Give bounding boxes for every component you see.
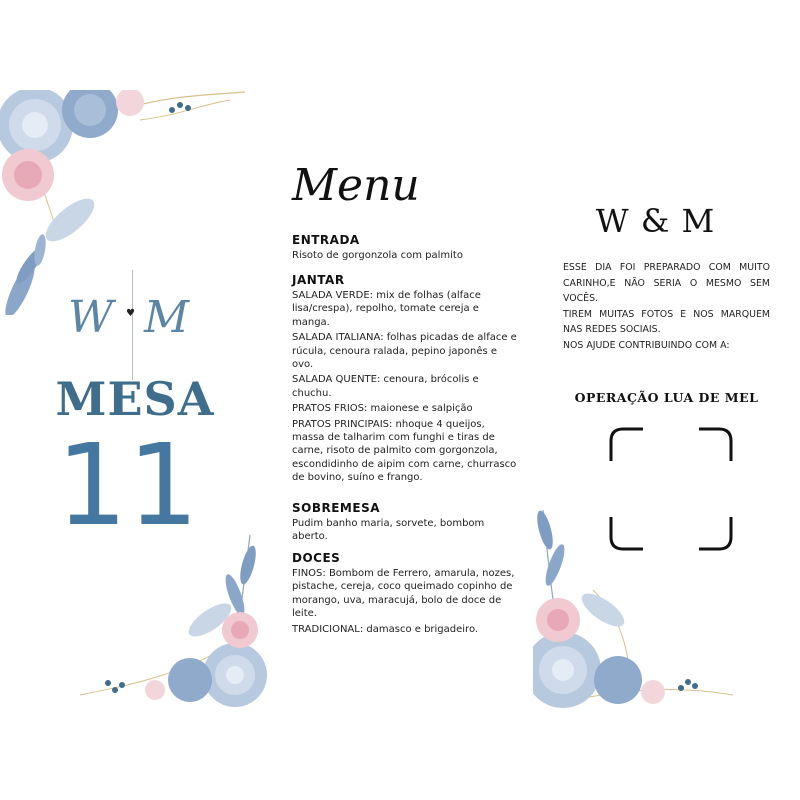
message-line: TIREM MUITAS FOTOS E NOS MARQUEM NAS REDES SOCIAIS. — [563, 308, 770, 336]
menu-section-doces — [292, 551, 517, 636]
menu-section-sobremesa — [292, 501, 517, 544]
monogram-m: M — [144, 292, 190, 343]
section-heading: SOBREMESA — [292, 501, 380, 515]
message-line: ESSE DIA FOI PREPARADO COM MUITO CARINHO,E NÃO SERIA O MESMO SEM VOCÊS. — [563, 262, 770, 305]
section-heading: ENTRADA — [292, 233, 360, 247]
menu-item: SALADA QUENTE: cenoura, brócolis e chuchu. — [292, 374, 479, 399]
menu-section-entrada — [292, 233, 517, 262]
menu-item: PRATOS PRINCIPAIS: nhoque 4 queijos, massa de talharim com funghi e tiras de carne, risoto de palmito com gorgonzola, escondidinho de aipim com carne, churrasco de bovino, suíno e frango. — [292, 418, 517, 484]
menu-section-jantar — [292, 273, 517, 485]
menu-title: Menu — [292, 160, 420, 211]
honeymoon-fund-label: OPERAÇÃO LUA DE MEL — [574, 390, 759, 405]
heart-icon: ♥ — [126, 308, 135, 319]
section-heading: JANTAR — [292, 273, 345, 287]
menu-item: SALADA ITALIANA: folhas picadas de alface e rúcula, cenoura ralada, pepino japonês e ovo. — [292, 332, 517, 371]
table-card-panel — [0, 90, 270, 710]
floral-corner-bottom-right-panel — [533, 500, 743, 710]
menu-panel — [270, 90, 533, 710]
floral-corner-bottom-left — [70, 525, 270, 710]
table-label: MESA — [55, 372, 215, 426]
menu-item: Pudim banho maria, sorvete, bombom aberto. — [292, 518, 485, 543]
monogram — [60, 280, 220, 370]
table-number: 11 — [56, 421, 199, 551]
message-line: NOS AJUDE CONTRIBUINDO COM A: — [563, 339, 730, 351]
menu-item: FINOS: Bombom de Ferrero, amarula, nozes, pistache, cereja, coco queimado copinho de morango, uva, maracujá, bolo de doce de leite. — [292, 568, 515, 620]
couple-initials: W & M — [595, 202, 716, 240]
menu-item: TRADICIONAL: damasco e brigadeiro. — [292, 623, 479, 635]
section-heading: DOCES — [292, 551, 341, 565]
menu-item: Risoto de gorgonzola com palmito — [292, 250, 463, 261]
guest-message — [563, 260, 770, 354]
menu-item: PRATOS FRIOS: maionese e salpição — [292, 403, 473, 415]
monogram-w: W — [68, 292, 114, 343]
menu-item: SALADA VERDE: mix de folhas (alface lisa/crespa), repolho, tomate cereja e manga. — [292, 290, 481, 328]
thanks-panel — [533, 90, 800, 710]
monogram-divider — [132, 270, 133, 380]
